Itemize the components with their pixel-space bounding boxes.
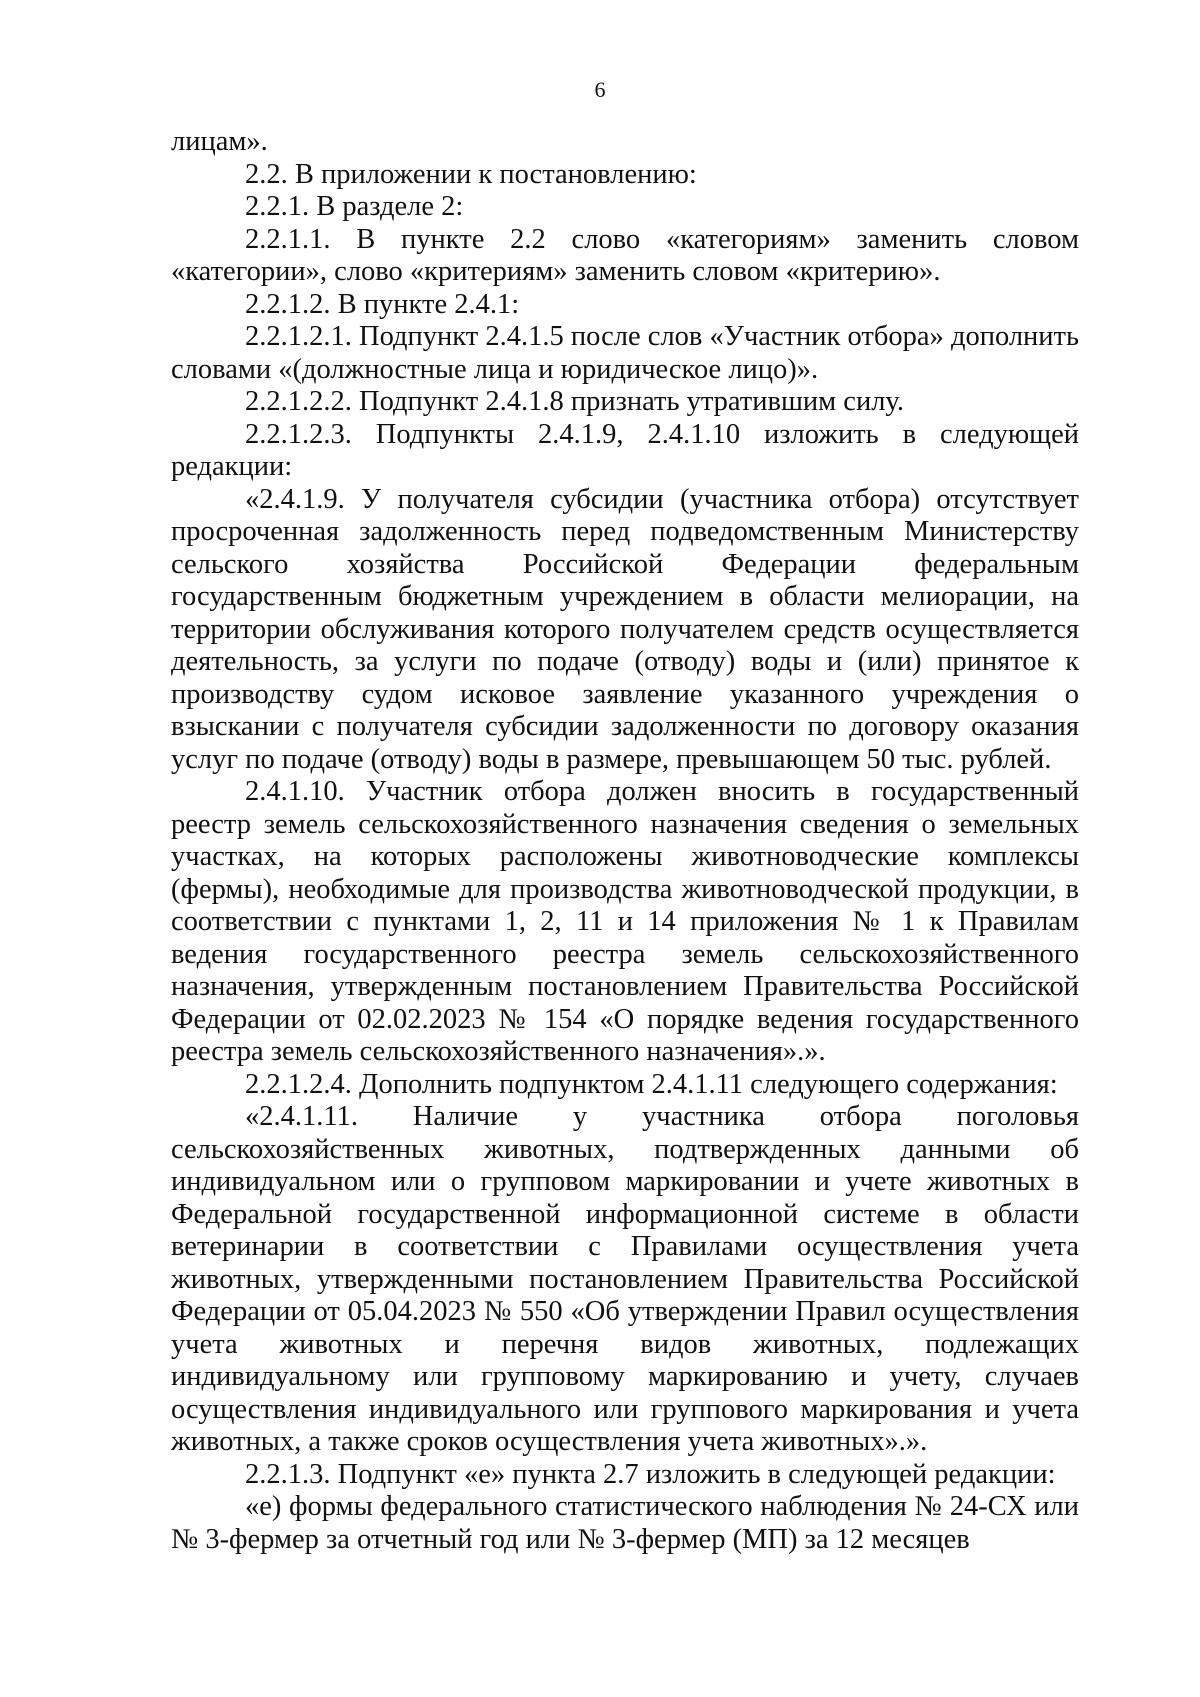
paragraph: «е) формы федерального статистического наблюдения № 24-СХ или № 3-фермер за отчетный год или № 3-фермер (МП) за 12 месяцев <box>171 1491 1079 1555</box>
page-number: 6 <box>594 77 606 102</box>
paragraph: 2.4.1.10. Участник отбора должен вносить в государственный реестр земель сельскохозяйственного назначения сведения о земельных участках, на которых расположены животноводческие комплексы (фермы), необходимые для производства животноводческой продукции, в соответствии с пунктами 1, 2, 11 и 14 приложения № 1 к Правилам ведения государственного реестра земель сельскохозяйственного назначения, утвержденным постановлением Правительства Российской Федерации от 02.02.2023 № 154 «О порядке ведения государственного реестра земель сельскохозяйственного назначения».». <box>171 776 1079 1067</box>
document-body <box>171 126 1079 1556</box>
paragraph: 2.2.1.2.1. Подпункт 2.4.1.5 после слов «Участник отбора» дополнить словами «(должностные лица и юридическое лицо)». <box>171 321 1079 385</box>
paragraph: 2.2.1.1. В пункте 2.2 слово «категориям» заменить словом «категории», слово «критериям» заменить словом «критерию». <box>171 223 1079 287</box>
paragraph: 2.2.1.2.3. Подпункты 2.4.1.9, 2.4.1.10 изложить в следующей редакции: <box>171 418 1079 482</box>
paragraph: 2.2.1.3. Подпункт «е» пункта 2.7 изложить в следующей редакции: <box>245 1458 1056 1490</box>
paragraph: «2.4.1.11. Наличие у участника отбора поголовья сельскохозяйственных животных, подтвержденных данными об индивидуальном или о групповом маркировании и учете животных в Федеральной государственной информационной системе в области ветеринарии в соответствии с Правилами осуществления учета животных, утвержденными постановлением Правительства Российской Федерации от 05.04.2023 № 550 «Об утверждении Правил осуществления учета животных и перечня видов животных, подлежащих индивидуальному или групповому маркированию и учету, случаев осуществления индивидуального или группового маркирования и учета животных, а также сроков осуществления учета животных».». <box>171 1101 1079 1457</box>
paragraph: 2.2.1.2.2. Подпункт 2.4.1.8 признать утратившим силу. <box>245 386 904 417</box>
paragraph: 2.2.1.2.4. Дополнить подпунктом 2.4.1.11 следующего содержания: <box>245 1068 1058 1100</box>
paragraph: 2.2.1. В разделе 2: <box>245 191 464 222</box>
paragraph: лицам». <box>171 126 268 157</box>
paragraph: «2.4.1.9. У получателя субсидии (участника отбора) отсутствует просроченная задолженность перед подведомственным Министерству сельского хозяйства Российской Федерации федеральным государственным бюджетным учреждением в области мелиорации, на территории обслуживания которого получателем средств осуществляется деятельность, за услуги по подаче (отводу) воды и (или) принятое к производству судом исковое заявление указанного учреждения о взыскании с получателя субсидии задолженности по договору оказания услуг по подаче (отводу) воды в размере, превышающем 50 тыс. рублей. <box>171 483 1079 775</box>
paragraph: 2.2.1.2. В пункте 2.4.1: <box>245 288 520 320</box>
paragraph: 2.2. В приложении к постановлению: <box>245 158 697 190</box>
